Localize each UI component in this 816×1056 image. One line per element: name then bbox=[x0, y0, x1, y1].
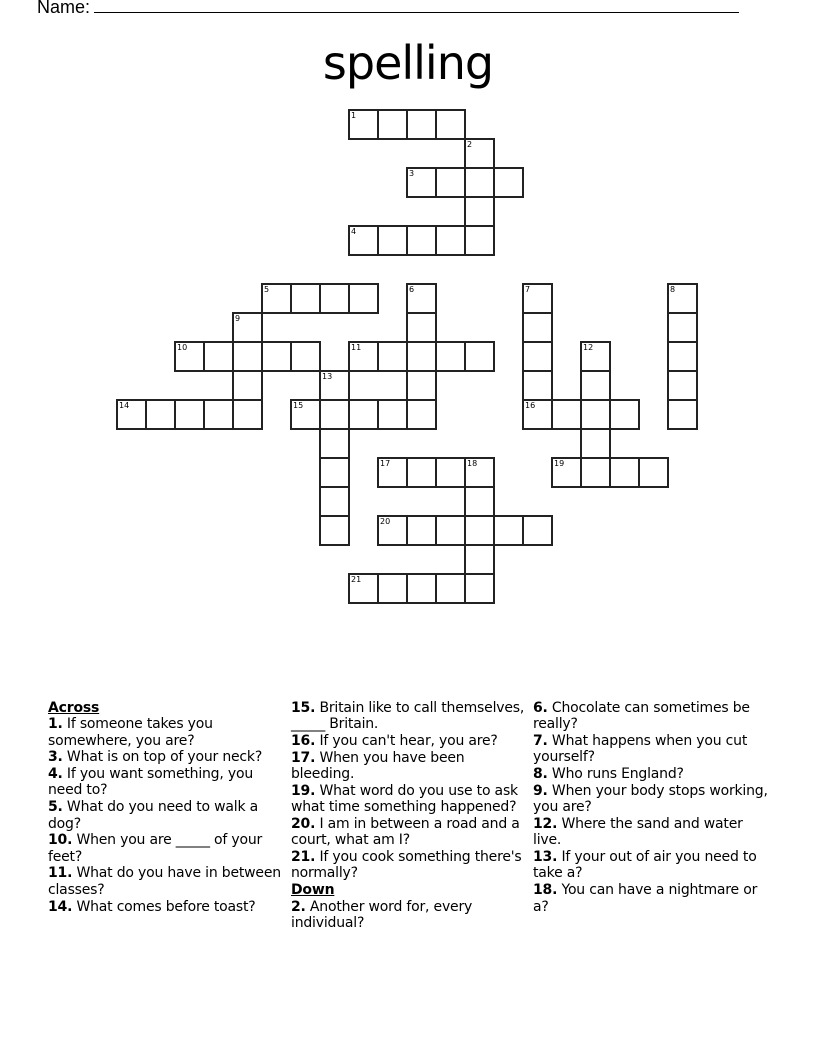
clue-across-item bbox=[48, 832, 283, 865]
clue-number: 4. bbox=[48, 766, 63, 783]
grid-cell[interactable] bbox=[377, 341, 408, 372]
grid-cell[interactable] bbox=[638, 457, 669, 488]
clue-number: 15. bbox=[291, 700, 316, 716]
clue-text: If your out of air you need to take a? bbox=[533, 849, 757, 882]
cell-number: 11 bbox=[351, 343, 362, 352]
cell-number: 10 bbox=[177, 343, 188, 352]
grid-cell[interactable] bbox=[406, 283, 437, 314]
clue-across-item bbox=[291, 700, 526, 733]
clue-number: 19. bbox=[291, 782, 316, 799]
cell-number: 16 bbox=[525, 401, 536, 410]
grid-cell[interactable] bbox=[377, 225, 408, 256]
cell-number: 3 bbox=[409, 169, 415, 178]
clue-across-item bbox=[291, 750, 526, 783]
grid-cell[interactable] bbox=[290, 341, 321, 372]
grid-cell[interactable] bbox=[580, 399, 611, 430]
grid-cell[interactable] bbox=[377, 573, 408, 604]
cell-number: 19 bbox=[554, 459, 565, 468]
clue-across-item bbox=[48, 865, 283, 898]
clue-number: 11. bbox=[48, 865, 73, 882]
grid-cell[interactable] bbox=[551, 399, 582, 430]
grid-cell[interactable] bbox=[464, 573, 495, 604]
clue-text: What do you have in between classes? bbox=[48, 865, 281, 898]
grid-cell[interactable] bbox=[232, 341, 263, 372]
grid-cell[interactable] bbox=[522, 283, 553, 314]
clue-number: 9. bbox=[533, 782, 548, 799]
grid-cell[interactable] bbox=[406, 312, 437, 343]
grid-cell[interactable] bbox=[319, 515, 350, 546]
clues-column-2 bbox=[291, 700, 526, 932]
grid-cell[interactable] bbox=[464, 138, 495, 169]
grid-cell[interactable] bbox=[261, 341, 292, 372]
grid-cell[interactable] bbox=[609, 399, 640, 430]
cell-number: 5 bbox=[264, 285, 270, 294]
clue-text: When you have been bleeding. bbox=[291, 749, 465, 783]
grid-cell[interactable] bbox=[667, 341, 698, 372]
clue-across-item bbox=[48, 899, 283, 915]
clue-number: 18. bbox=[533, 882, 558, 899]
clue-across-item bbox=[291, 849, 526, 882]
grid-cell[interactable] bbox=[667, 370, 698, 401]
cell-number: 13 bbox=[322, 372, 333, 381]
grid-cell[interactable] bbox=[319, 486, 350, 517]
grid-cell[interactable] bbox=[522, 515, 553, 546]
grid-cell[interactable] bbox=[319, 399, 350, 430]
grid-cell[interactable] bbox=[464, 196, 495, 227]
grid-cell[interactable] bbox=[319, 370, 350, 401]
grid-cell[interactable] bbox=[203, 399, 234, 430]
clue-down-item bbox=[533, 816, 768, 849]
name-line[interactable] bbox=[94, 0, 739, 13]
clue-number: 6. bbox=[533, 700, 548, 716]
grid-cell[interactable] bbox=[493, 515, 524, 546]
grid-cell[interactable] bbox=[667, 312, 698, 343]
clues-column-1 bbox=[48, 700, 283, 915]
clue-text: What happens when you cut yourself? bbox=[533, 733, 748, 766]
page-title: spelling bbox=[322, 36, 494, 90]
clue-down-item bbox=[533, 733, 768, 766]
cell-number: 6 bbox=[409, 285, 415, 294]
grid-cell[interactable] bbox=[435, 109, 466, 140]
cell-number: 14 bbox=[119, 401, 130, 410]
grid-cell[interactable] bbox=[348, 283, 379, 314]
clue-text: Where the sand and water live. bbox=[533, 816, 743, 849]
grid-cell[interactable] bbox=[232, 399, 263, 430]
clue-text: Britain like to call themselves, _____ Britain. bbox=[291, 700, 525, 733]
grid-cell[interactable] bbox=[406, 515, 437, 546]
clue-text: When your body stops working, you are? bbox=[533, 782, 768, 816]
clue-down-item bbox=[533, 700, 768, 733]
grid-cell[interactable] bbox=[377, 457, 408, 488]
clue-number: 5. bbox=[48, 799, 63, 816]
clue-text: If you can't hear, you are? bbox=[315, 733, 498, 750]
cell-number: 8 bbox=[670, 285, 676, 294]
grid-cell[interactable] bbox=[464, 515, 495, 546]
grid-cell[interactable] bbox=[609, 457, 640, 488]
grid-cell[interactable] bbox=[435, 167, 466, 198]
grid-cell[interactable] bbox=[406, 573, 437, 604]
clue-across-item bbox=[291, 733, 526, 749]
grid-cell[interactable] bbox=[174, 399, 205, 430]
grid-cell[interactable] bbox=[290, 283, 321, 314]
clue-down-item bbox=[533, 849, 768, 882]
grid-cell[interactable] bbox=[261, 283, 292, 314]
cell-number: 15 bbox=[293, 401, 304, 410]
clue-number: 20. bbox=[291, 816, 316, 833]
clue-across-item bbox=[291, 783, 526, 816]
cell-number: 7 bbox=[525, 285, 531, 294]
clue-text: Who runs England? bbox=[547, 766, 684, 783]
clue-number: 17. bbox=[291, 749, 316, 766]
grid-cell[interactable] bbox=[406, 109, 437, 140]
grid-cell[interactable] bbox=[464, 341, 495, 372]
cell-number: 4 bbox=[351, 227, 357, 236]
grid-cell[interactable] bbox=[493, 167, 524, 198]
cell-number: 1 bbox=[351, 111, 357, 120]
clue-number: 16. bbox=[291, 733, 316, 750]
grid-cell[interactable] bbox=[522, 399, 553, 430]
clue-across-item bbox=[48, 749, 283, 765]
down-heading: Down bbox=[291, 882, 335, 899]
grid-cell[interactable] bbox=[435, 225, 466, 256]
clues-column-3 bbox=[533, 700, 768, 915]
grid-cell[interactable] bbox=[522, 341, 553, 372]
cell-number: 12 bbox=[583, 343, 594, 352]
clue-across-item bbox=[48, 766, 283, 799]
grid-cell[interactable] bbox=[290, 399, 321, 430]
name-label: Name: bbox=[37, 0, 91, 17]
clue-number: 13. bbox=[533, 849, 558, 866]
clue-text: If someone takes you somewhere, you are? bbox=[48, 716, 213, 749]
grid-cell[interactable] bbox=[435, 457, 466, 488]
grid-cell[interactable] bbox=[319, 457, 350, 488]
cell-number: 21 bbox=[351, 575, 362, 584]
grid-cell[interactable] bbox=[232, 312, 263, 343]
name-field[interactable] bbox=[37, 0, 739, 18]
clue-text: When you are _____ of your feet? bbox=[48, 832, 263, 865]
grid-cell[interactable] bbox=[667, 399, 698, 430]
grid-cell[interactable] bbox=[348, 225, 379, 256]
clue-number: 21. bbox=[291, 849, 316, 866]
clue-number: 1. bbox=[48, 716, 63, 733]
cell-number: 17 bbox=[380, 459, 391, 468]
grid-cell[interactable] bbox=[203, 341, 234, 372]
grid-cell[interactable] bbox=[551, 457, 582, 488]
clue-text: What is on top of your neck? bbox=[62, 749, 263, 766]
grid-cell[interactable] bbox=[580, 428, 611, 459]
clue-text: Another word for, every individual? bbox=[291, 898, 473, 931]
grid-cell[interactable] bbox=[464, 457, 495, 488]
grid-cell[interactable] bbox=[580, 341, 611, 372]
grid-cell[interactable] bbox=[667, 283, 698, 314]
grid-cell[interactable] bbox=[464, 486, 495, 517]
grid-cell[interactable] bbox=[406, 457, 437, 488]
across-heading: Across bbox=[48, 700, 100, 716]
grid-cell[interactable] bbox=[377, 515, 408, 546]
clue-down-item bbox=[533, 766, 768, 782]
grid-cell[interactable] bbox=[348, 573, 379, 604]
cell-number: 18 bbox=[467, 459, 478, 468]
grid-cell[interactable] bbox=[580, 457, 611, 488]
clue-text: I am in between a road and a court, what am I? bbox=[291, 816, 520, 849]
grid-cell[interactable] bbox=[435, 341, 466, 372]
grid-cell[interactable] bbox=[464, 225, 495, 256]
grid-cell[interactable] bbox=[348, 109, 379, 140]
grid-cell[interactable] bbox=[145, 399, 176, 430]
clue-number: 12. bbox=[533, 816, 558, 833]
clue-down-item bbox=[533, 882, 768, 915]
clue-number: 7. bbox=[533, 733, 548, 750]
grid-cell[interactable] bbox=[435, 515, 466, 546]
grid-cell[interactable] bbox=[580, 370, 611, 401]
cell-number: 2 bbox=[467, 140, 473, 149]
clue-number: 14. bbox=[48, 898, 73, 915]
grid-cell[interactable] bbox=[406, 225, 437, 256]
grid-cell[interactable] bbox=[319, 283, 350, 314]
clue-text: What word do you use to ask what time something happened? bbox=[291, 782, 518, 816]
clue-text: If you want something, you need to? bbox=[48, 766, 253, 799]
grid-cell[interactable] bbox=[232, 370, 263, 401]
grid-cell[interactable] bbox=[406, 341, 437, 372]
grid-cell[interactable] bbox=[522, 370, 553, 401]
grid-cell[interactable] bbox=[348, 341, 379, 372]
grid-cell[interactable] bbox=[319, 428, 350, 459]
grid-cell[interactable] bbox=[406, 399, 437, 430]
grid-cell[interactable] bbox=[406, 370, 437, 401]
clue-number: 2. bbox=[291, 898, 306, 915]
clue-across-item bbox=[48, 716, 283, 749]
grid-cell[interactable] bbox=[348, 399, 379, 430]
grid-cell[interactable] bbox=[435, 573, 466, 604]
grid-cell[interactable] bbox=[116, 399, 147, 430]
cell-number: 9 bbox=[235, 314, 241, 323]
grid-cell[interactable] bbox=[464, 167, 495, 198]
grid-cell[interactable] bbox=[377, 109, 408, 140]
cell-number: 20 bbox=[380, 517, 391, 526]
clue-down-item bbox=[291, 899, 526, 932]
clue-across-item bbox=[48, 799, 283, 832]
clue-down-item bbox=[533, 783, 768, 816]
grid-cell[interactable] bbox=[522, 312, 553, 343]
clue-text: You can have a nightmare or a? bbox=[533, 882, 758, 915]
clue-number: 3. bbox=[48, 749, 63, 766]
clue-across-item bbox=[291, 816, 526, 849]
clue-number: 8. bbox=[533, 766, 548, 783]
clue-text: Chocolate can sometimes be really? bbox=[533, 700, 750, 733]
grid-cell[interactable] bbox=[406, 167, 437, 198]
grid-cell[interactable] bbox=[174, 341, 205, 372]
grid-cell[interactable] bbox=[377, 399, 408, 430]
grid-cell[interactable] bbox=[464, 544, 495, 575]
clue-number: 10. bbox=[48, 832, 73, 849]
clue-text: If you cook something there's normally? bbox=[291, 849, 522, 882]
clue-text: What comes before toast? bbox=[72, 898, 256, 915]
clue-text: What do you need to walk a dog? bbox=[48, 799, 259, 832]
